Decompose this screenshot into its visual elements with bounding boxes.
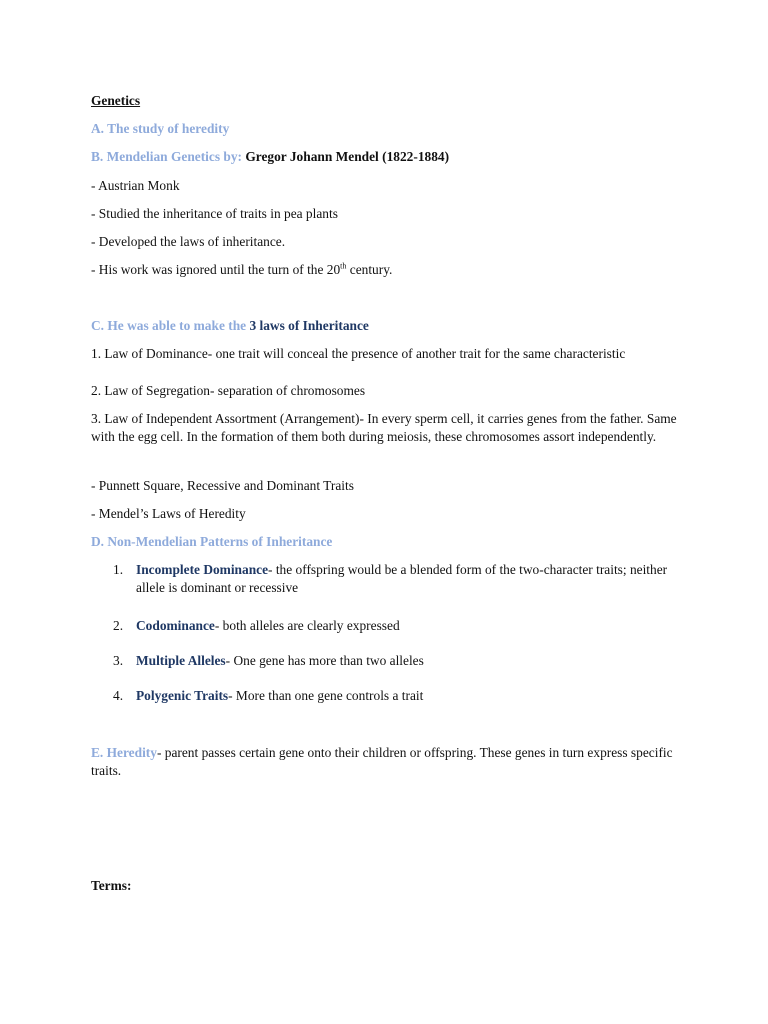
section-b-label: B. Mendelian Genetics by: (91, 149, 246, 164)
list-item-number: 2. (113, 618, 124, 633)
section-d-heading: D. Non-Mendelian Patterns of Inheritance (91, 534, 333, 549)
list-item-number: 1. (113, 562, 124, 577)
term-polygenic-traits: Polygenic Traits (136, 688, 229, 703)
law-of-dominance: 1. Law of Dominance- one trait will conceal the presence of another trait for the same characteristic (91, 346, 626, 361)
desc-polygenic-traits: - More than one gene controls a trait (228, 688, 424, 703)
mendel-name: Gregor Johann Mendel (1822-1884) (245, 149, 450, 164)
list-item-number: 3. (113, 653, 124, 668)
section-c-heading (91, 317, 369, 335)
section-e-desc: - parent passes certain gene onto their children or offspring. These genes in turn express specific traits. (91, 745, 673, 778)
note-punnett-square: - Punnett Square, Recessive and Dominant Traits (91, 478, 354, 493)
section-e-paragraph (91, 744, 691, 780)
term-incomplete-dominance: Incomplete Dominance (136, 562, 269, 577)
term-codominance: Codominance (136, 618, 215, 633)
ordinal-suffix: th (340, 261, 347, 271)
desc-codominance: - both alleles are clearly expressed (214, 618, 400, 633)
list-item-codominance (136, 617, 676, 635)
bullet-austrian-monk: - Austrian Monk (91, 178, 180, 193)
desc-incomplete-dominance: - the offspring would be a blended form of the two-character traits; neither allele is dominant or recessive (136, 562, 668, 595)
bullet-ignored-tail: century. (346, 262, 393, 277)
bullet-ignored-work (91, 261, 392, 279)
list-item-number: 4. (113, 688, 124, 703)
section-e-label: E. Heredity (91, 745, 157, 760)
terms-heading: Terms: (91, 878, 132, 893)
page-title: Genetics (91, 93, 141, 108)
law-of-independent-assortment: 3. Law of Independent Assortment (Arrangement)- In every sperm cell, it carries genes from the father. Same with the egg cell. In the formation of them both during meiosis, these chromosomes assort independently. (91, 411, 677, 444)
section-c-emphasis: 3 laws of Inheritance (249, 318, 369, 333)
desc-multiple-alleles: - One gene has more than two alleles (225, 653, 424, 668)
section-b-heading (91, 148, 449, 166)
list-item-incomplete-dominance (136, 561, 676, 597)
bullet-ignored-text: - His work was ignored until the turn of the 20 (91, 262, 341, 277)
section-a-heading: A. The study of heredity (91, 121, 230, 136)
list-item-multiple-alleles (136, 652, 676, 670)
bullet-pea-plants: - Studied the inheritance of traits in pea plants (91, 206, 338, 221)
bullet-laws: - Developed the laws of inheritance. (91, 234, 286, 249)
list-item-polygenic-traits (136, 687, 676, 705)
law-of-segregation: 2. Law of Segregation- separation of chromosomes (91, 383, 366, 398)
note-mendels-laws: - Mendel’s Laws of Heredity (91, 506, 246, 521)
term-multiple-alleles: Multiple Alleles (136, 653, 226, 668)
section-c-label: C. He was able to make the (91, 318, 250, 333)
